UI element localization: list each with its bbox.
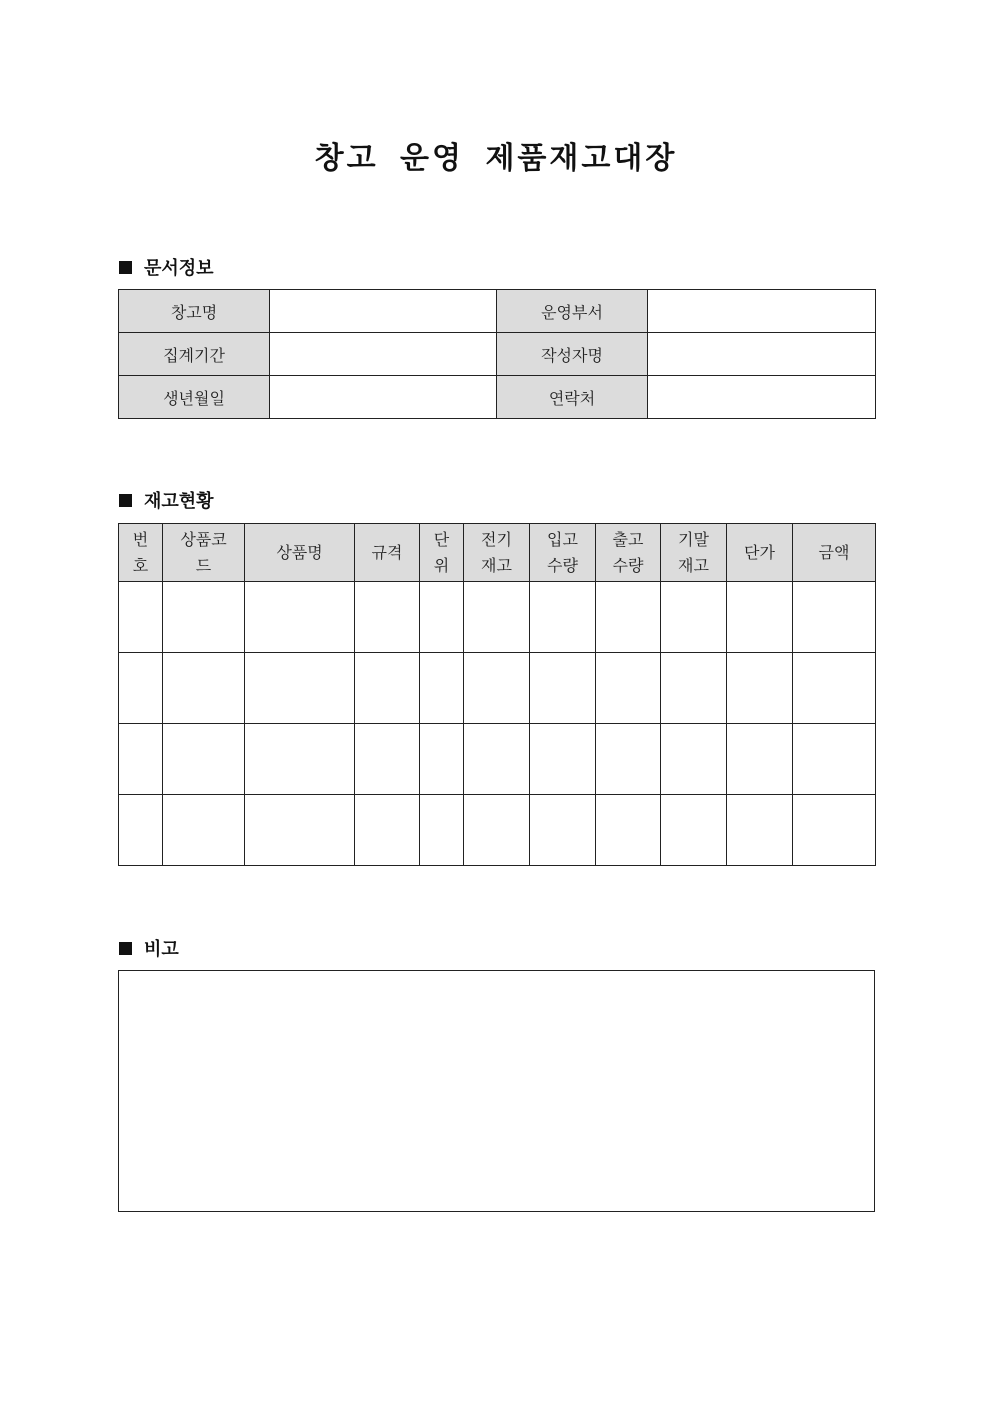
doc-info-table [118,289,876,419]
table-cell[interactable] [793,653,876,724]
column-header [530,524,596,582]
column-header-line: 호 [132,555,149,575]
table-cell[interactable] [119,582,163,653]
table-cell[interactable] [355,582,420,653]
column-header [727,524,793,582]
table-cell[interactable] [163,582,245,653]
column-header-line: 단가 [744,542,775,562]
table-cell[interactable] [245,795,355,866]
contact-field[interactable] [648,376,876,419]
table-cell[interactable] [119,653,163,724]
table-cell[interactable] [530,795,596,866]
table-row [119,653,876,724]
section-heading-stock [119,487,214,513]
table-cell[interactable] [596,724,661,795]
warehouse-name-label: 창고명 [119,290,270,333]
column-header-line: 상품코 [180,529,227,549]
column-header-line: 상품명 [276,542,323,562]
table-cell[interactable] [464,795,530,866]
table-cell[interactable] [661,582,727,653]
table-cell[interactable] [163,653,245,724]
department-label: 운영부서 [497,290,648,333]
column-header [163,524,245,582]
section-heading-label: 문서정보 [144,258,214,279]
table-cell[interactable] [245,724,355,795]
department-field[interactable] [648,290,876,333]
column-header-line: 전기 [481,529,512,549]
author-label: 작성자명 [497,333,648,376]
table-cell[interactable] [793,582,876,653]
table-cell[interactable] [727,582,793,653]
column-header [355,524,420,582]
table-row [119,582,876,653]
table-cell[interactable] [596,653,661,724]
birthdate-label: 생년월일 [119,376,270,419]
author-field[interactable] [648,333,876,376]
table-cell[interactable] [245,582,355,653]
remarks-box[interactable] [118,970,875,1212]
table-cell[interactable] [420,653,464,724]
section-heading-remarks [119,935,179,961]
table-row [119,724,876,795]
section-heading-label: 재고현황 [144,491,214,512]
square-bullet-icon [119,261,132,274]
page-title: 창고 운영 제품재고대장 [314,141,678,176]
column-header [464,524,530,582]
table-cell[interactable] [530,724,596,795]
column-header-line: 출고 [612,529,644,549]
table-cell[interactable] [661,653,727,724]
column-header-line: 입고 [547,529,578,549]
table-cell[interactable] [464,724,530,795]
period-field[interactable] [270,333,497,376]
table-cell[interactable] [793,724,876,795]
section-heading-label: 비고 [144,939,179,960]
table-cell[interactable] [464,582,530,653]
table-cell[interactable] [661,795,727,866]
column-header [596,524,661,582]
period-label: 집계기간 [119,333,270,376]
table-cell[interactable] [464,653,530,724]
column-header-line: 수량 [547,555,578,575]
table-cell[interactable] [727,724,793,795]
table-row [119,795,876,866]
column-header-line: 위 [433,555,450,575]
column-header-line: 재고 [481,555,512,575]
table-cell[interactable] [119,795,163,866]
table-cell[interactable] [355,795,420,866]
table-cell[interactable] [661,724,727,795]
column-header-line: 단 [433,529,450,549]
table-cell[interactable] [245,653,355,724]
table-cell[interactable] [530,653,596,724]
column-header [420,524,464,582]
column-header-line: 기말 [678,529,709,549]
column-header-line: 수량 [612,555,644,575]
table-cell[interactable] [163,724,245,795]
table-cell[interactable] [530,582,596,653]
square-bullet-icon [119,494,132,507]
column-header [245,524,355,582]
column-header-line: 규격 [371,542,403,562]
square-bullet-icon [119,942,132,955]
table-cell[interactable] [596,795,661,866]
column-header [119,524,163,582]
table-cell[interactable] [727,653,793,724]
column-header [793,524,876,582]
table-cell[interactable] [355,724,420,795]
table-cell[interactable] [420,724,464,795]
column-header [661,524,727,582]
table-cell[interactable] [420,582,464,653]
contact-label: 연락처 [497,376,648,419]
column-header-line: 번 [132,529,149,549]
warehouse-name-field[interactable] [270,290,497,333]
table-cell[interactable] [596,582,661,653]
section-heading-doc-info [119,254,214,280]
stock-body [119,582,876,866]
table-cell[interactable] [420,795,464,866]
stock-table [118,523,876,866]
column-header-line: 금액 [818,542,850,562]
column-header-line: 재고 [678,555,709,575]
table-cell[interactable] [119,724,163,795]
stock-header-row [119,524,876,582]
table-cell[interactable] [355,653,420,724]
birthdate-field[interactable] [270,376,497,419]
table-cell[interactable] [727,795,793,866]
table-cell[interactable] [163,795,245,866]
column-header-line: 드 [195,555,212,575]
table-cell[interactable] [793,795,876,866]
